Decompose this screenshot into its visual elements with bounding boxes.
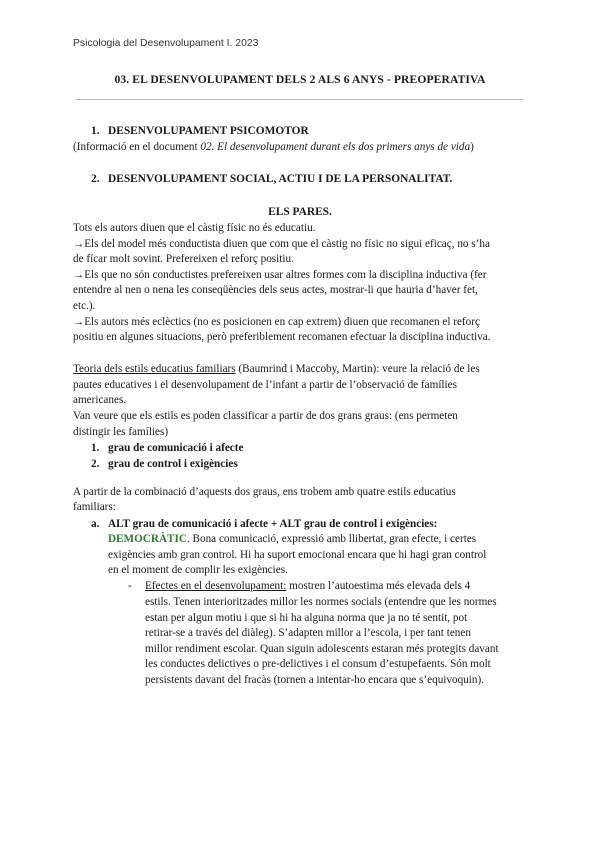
- paragraph-line: positiu en algunes situacions, però preferiblement recomanen efectuar la disciplina inductiva.: [73, 331, 491, 343]
- paragraph-line: →Els autors més eclèctics (no es posicionen en cap extrem) diuen que recomanen el reforç: [73, 316, 480, 328]
- section-2-heading: DESENVOLUPAMENT SOCIAL, ACTIU I DE LA PERSONALITAT.: [108, 173, 453, 185]
- paragraph-line: entendre al nen o nena les conseqüències dels seus actes, mostrar-li que hauria d’haver fet,: [73, 284, 478, 296]
- style-a-desc: . Bona comunicació, expressió amb llibertat, gran efecte, i certes: [186, 533, 477, 545]
- style-a-description-line: exigències amb gran control. Hi ha suport emocional encara que hi hagi gran control: [108, 549, 487, 561]
- effects-text: mostren l’autoestima més elevada dels 4: [286, 580, 471, 592]
- effects-line: millor rendiment escolar. Quan siguin adolescents estaran més protegits davant: [145, 643, 499, 655]
- style-a-description-line: [108, 532, 476, 547]
- bullet-dash: -: [128, 580, 132, 592]
- style-a-letter: a.: [91, 518, 100, 530]
- subsection-heading: ELS PARES.: [268, 206, 332, 218]
- note-prefix: (Informació en el document: [73, 141, 201, 153]
- paragraph-line: pautes educatives i el desenvolupament de l’infant a partir de l’observació de famílies: [73, 379, 457, 391]
- paragraph-line: familiars:: [73, 501, 116, 513]
- paragraph-line: →Els que no són conductistes prefereixen usar altres formes com la disciplina inductiva (fer: [73, 269, 487, 281]
- document-title: 03. EL DESENVOLUPAMENT DELS 2 ALS 6 ANYS - PREOPERATIVA: [114, 73, 486, 86]
- paragraph-line: de fícar molt sovint. Prefereixen el reforç positiu.: [73, 253, 294, 265]
- running-header: Psicologia del Desenvolupament I. 2023: [73, 38, 259, 49]
- effects-line: estils. Tenen interioritzades millor les normes socials (entendre que les normes: [145, 596, 497, 608]
- paragraph-line: Tots els autors diuen que el càstig físic no és educatiu.: [73, 222, 316, 234]
- theory-line: [73, 362, 480, 377]
- degree-label: grau de comunicació i afecte: [108, 442, 244, 454]
- degree-number: 2.: [91, 458, 100, 470]
- title-divider: [75, 99, 524, 100]
- section-1-number: 1.: [91, 125, 100, 137]
- effects-line: les conductes delictives o pre-delictives i el consum d’estupefaents. Són molt: [145, 658, 491, 670]
- paragraph-line: distingir les famílies): [73, 426, 169, 438]
- paragraph-line: americanes.: [73, 394, 127, 406]
- note-document-reference: 02. El desenvolupament durant els dos primers anys de vida: [200, 141, 471, 153]
- section-1-heading: DESENVOLUPAMENT PSICOMOTOR: [108, 125, 309, 137]
- note-suffix: ): [470, 141, 474, 153]
- paragraph-line: A partir de la combinació d’aquests dos graus, ens trobem amb quatre estils educatius: [73, 486, 456, 498]
- effects-line: persistents davant del fracàs (tornen a intentar-ho encara que s’equivoquin).: [145, 674, 484, 686]
- section-1-note: [73, 140, 474, 155]
- degree-label: grau de control i exigències: [108, 458, 238, 470]
- section-2-number: 2.: [91, 173, 100, 185]
- theory-intro: (Baumrind i Maccoby, Martin): veure la relació de les: [235, 363, 480, 375]
- effects-line: estan per algun motiu i que si hi ha alguna norma que ja no té sentit, pot: [145, 612, 468, 624]
- style-a-description-line: en el moment de complir les exigències.: [108, 564, 288, 576]
- paragraph-line: Van veure que els estils es poden classificar a partir de dos grans graus: (ens permeten: [73, 410, 458, 422]
- paragraph-line: etc.).: [73, 300, 96, 312]
- style-a-heading: ALT grau de comunicació i afecte + ALT grau de control i exigències:: [108, 518, 438, 530]
- effects-line: retirar-se a través del diàleg). S’adapten millor a l’escola, i per tant tenen: [145, 627, 471, 639]
- effects-line: [145, 579, 470, 594]
- style-name-democratic: DEMOCRÀTIC: [108, 533, 187, 545]
- effects-label: Efectes en el desenvolupament:: [145, 580, 287, 592]
- theory-title: Teoria dels estils educatius familiars: [73, 363, 236, 375]
- paragraph-line: →Els del model més conductista diuen que com que el càstig no físic no sigui eficaç, no s’ha: [73, 238, 490, 250]
- degree-number: 1.: [91, 442, 100, 454]
